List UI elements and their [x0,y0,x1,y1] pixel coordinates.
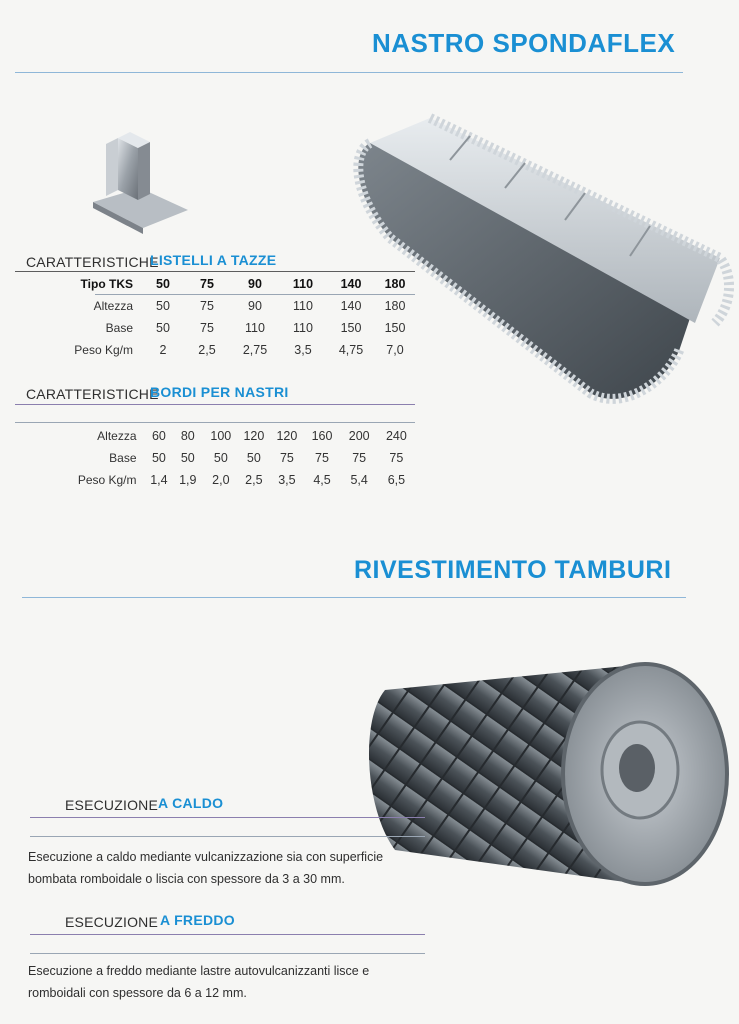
table-row [35,469,415,491]
edges-table [35,425,415,491]
table-cell: 2,5 [245,473,263,487]
cleats-header-divider [95,294,415,295]
cold-description-line-1: Esecuzione a freddo mediante lastre autovulcanizzanti lisce e [28,964,370,978]
table-cell: 6,5 [387,473,406,487]
section-title-spondaflex: NASTRO SPONDAFLEX [372,28,676,58]
table-cell: 75 [389,451,404,465]
cold-title: A FREDDO [160,912,235,928]
table-cell: 75 [200,299,214,313]
table-cell: 2,0 [212,473,230,487]
table-cell: Base [105,321,133,335]
table-row [35,425,415,447]
section-title-rivestimento: RIVESTIMENTO TAMBURI [354,556,672,584]
table-header-row [35,273,415,295]
cold-description-line-2: romboidali con spessore da 6 a 12 mm. [28,986,247,1000]
table-cell: Base [109,451,137,465]
table-cell: 110 [293,299,313,313]
table-cell: Tipo TKS [80,277,133,291]
table-cell: 50 [246,451,261,465]
cleats-divider-top [15,271,415,272]
sidewall-belt-image [350,108,735,408]
cold-divider-2 [30,953,425,954]
table-cell: Altezza [97,429,137,443]
table-row [35,339,415,361]
drum-lagging-image [365,660,737,888]
table-cell: 75 [200,321,214,335]
table-cell: 240 [385,429,407,443]
table-row [35,317,415,339]
table-cell: Peso Kg/m [77,473,137,487]
table-cell: 120 [276,429,298,443]
table-cell: 50 [151,451,166,465]
table-cell: Peso Kg/m [74,343,133,357]
table-cell: 90 [248,277,262,291]
table-cell: 90 [248,299,262,313]
table-cell: 2,5 [198,343,216,357]
table-cell: 5,4 [350,473,368,487]
table-cell: 110 [292,277,314,291]
edges-divider-mid [15,422,415,423]
table-cell: 4,75 [338,343,364,357]
table-cell: 150 [384,321,406,335]
table-cell: 180 [384,299,406,313]
table-cell: 50 [156,321,170,335]
table-cell: 50 [213,451,228,465]
table-cell: 2,75 [242,343,268,357]
table-cell: 3,5 [278,473,296,487]
table-cell: 2 [159,343,167,357]
table-cell: 75 [352,451,367,465]
hot-description-line-2: bombata romboidale o liscia con spessore da 3 a 30 mm. [28,872,345,886]
hot-description-line-1: Esecuzione a caldo mediante vulcanizzazione sia con superficie [28,850,384,864]
table-cell: 80 [180,429,195,443]
hot-title: A CALDO [158,795,224,811]
table-cell: 160 [311,429,333,443]
table-cell: 1,4 [150,473,168,487]
table-cell: 120 [243,429,265,443]
table-cell: 75 [315,451,329,465]
table-cell: 200 [348,429,370,443]
table-cell: 75 [200,277,214,291]
table-cell: 110 [293,321,313,335]
table-cell: 140 [340,299,362,313]
table-cell: 180 [384,277,406,291]
table-cell: 1,9 [179,473,197,487]
edges-divider-top [15,404,415,405]
edges-title: BORDI PER NASTRI [150,384,289,400]
hot-divider-2 [30,836,425,837]
table-cell: 75 [279,451,294,465]
cleats-label: CARATTERISTICHE [26,254,159,270]
table-row [35,295,415,317]
table-cell: Altezza [93,299,133,313]
table-cell: 7,0 [386,343,404,357]
table-row [35,447,415,469]
cleats-title: LISTELLI A TAZZE [150,252,277,268]
cold-label: ESECUZIONE [65,914,159,930]
table-cell: 60 [151,429,166,443]
table-cell: 140 [340,277,362,291]
hot-divider-1 [30,817,425,818]
table-cell: 50 [180,451,195,465]
table-cell: 150 [340,321,362,335]
cleats-table [35,273,415,361]
table-cell: 110 [245,321,265,335]
table-cell: 3,5 [294,343,312,357]
hot-label: ESECUZIONE [65,797,159,813]
cleat-profile-image [88,130,193,240]
table-cell: 50 [156,299,170,313]
table-cell: 100 [210,429,232,443]
cold-divider-1 [30,934,425,935]
title-divider [15,72,683,73]
table-cell: 50 [156,277,170,291]
edges-label: CARATTERISTICHE [26,386,159,402]
table-cell: 4,5 [313,473,331,487]
section2-divider [22,597,686,598]
